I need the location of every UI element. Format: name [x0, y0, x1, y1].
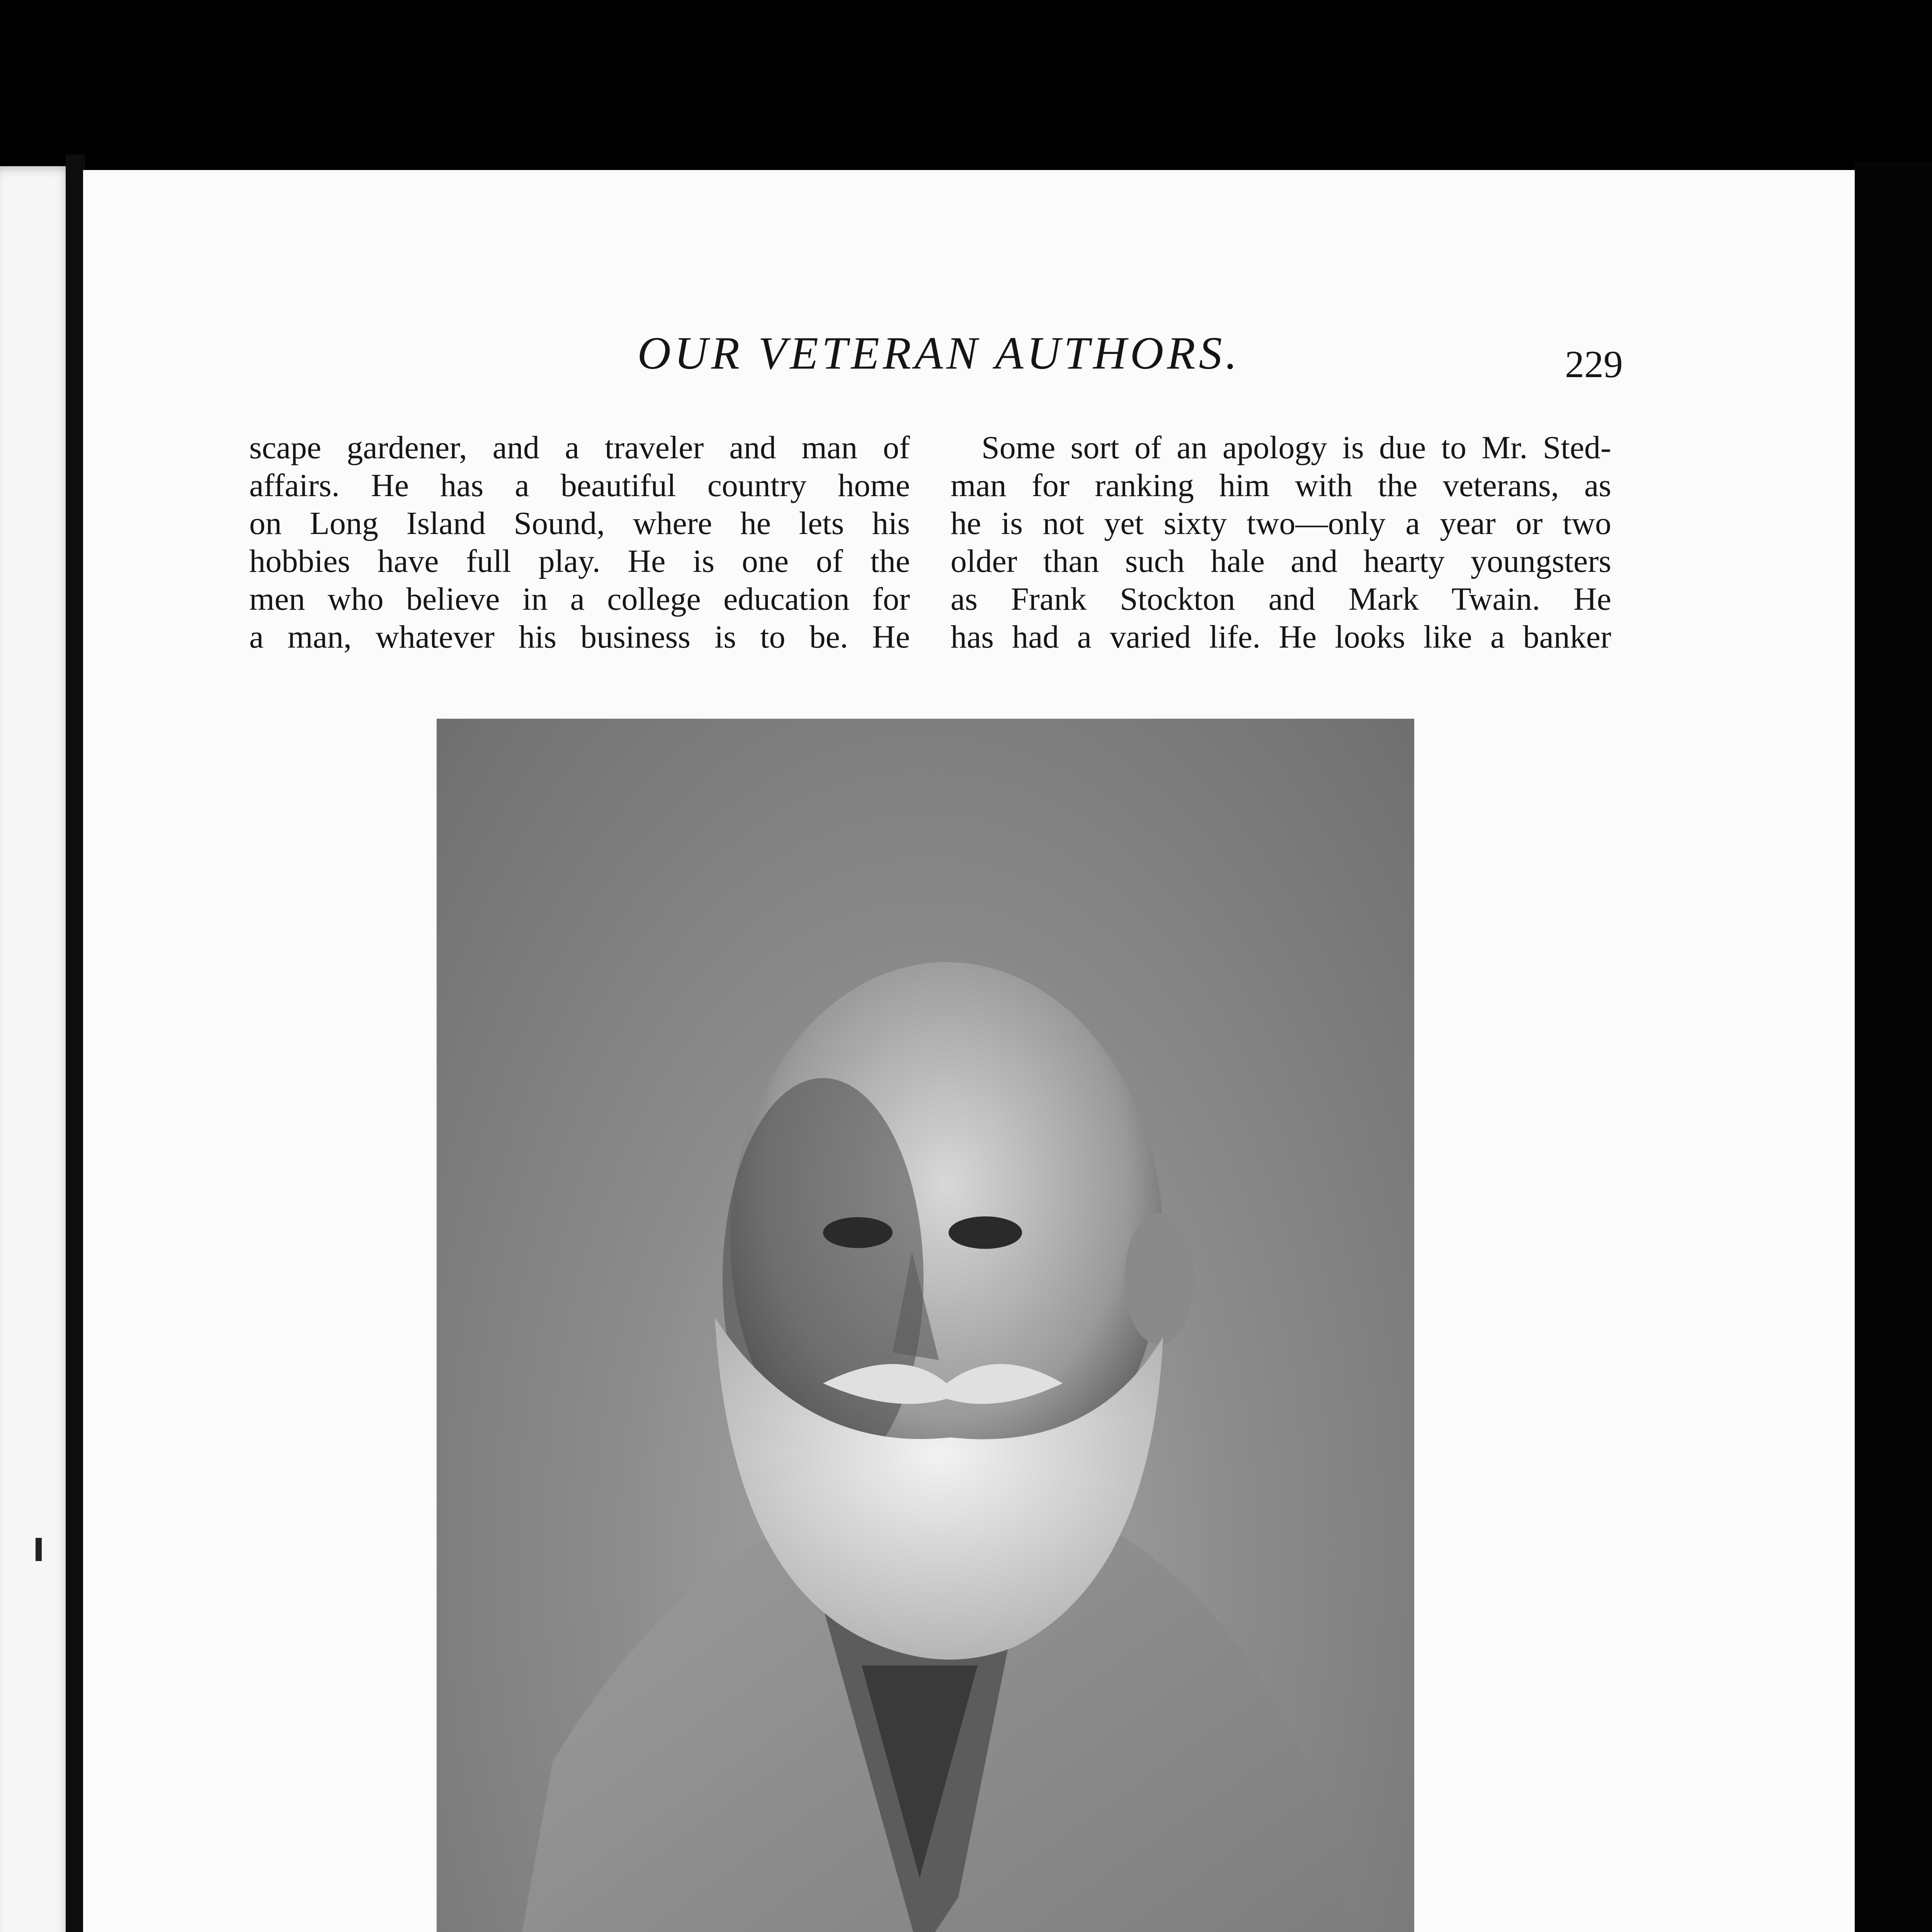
text-line: Some sort of an apology is due to Mr. Sted-: [981, 430, 1611, 466]
text-line: scape gardener, and a traveler and man of: [249, 430, 910, 466]
running-head: OUR VETERAN AUTHORS.: [637, 327, 1241, 379]
text-line: on Long Island Sound, where he lets his: [249, 505, 910, 541]
facing-page-edge: [0, 166, 75, 1932]
column-top-right: [951, 429, 1611, 656]
text-line: he is not yet sixty two—only a year or two: [951, 505, 1611, 541]
text-line: hobbies have full play. He is one of the: [249, 543, 910, 579]
page-number: 229: [1565, 343, 1623, 386]
text-line: man for ranking him with the veterans, as: [951, 468, 1611, 503]
portrait-figure: [437, 719, 1414, 1932]
text-line: men who believe in a college education for: [249, 581, 910, 617]
column-top-left: [249, 429, 910, 656]
text-line: affairs. He has a beautiful country home: [249, 468, 910, 503]
text-line: older than such hale and hearty youngsters: [951, 543, 1611, 579]
scan-border-right: [1855, 162, 1932, 1932]
book-gutter: [66, 155, 85, 1932]
portrait-photograph: [437, 719, 1414, 1932]
text-line: has had a varied life. He looks like a banker: [951, 619, 1611, 655]
text-line: as Frank Stockton and Mark Twain. He: [951, 581, 1611, 617]
text-line: a man, whatever his business is to be. He: [249, 619, 910, 655]
